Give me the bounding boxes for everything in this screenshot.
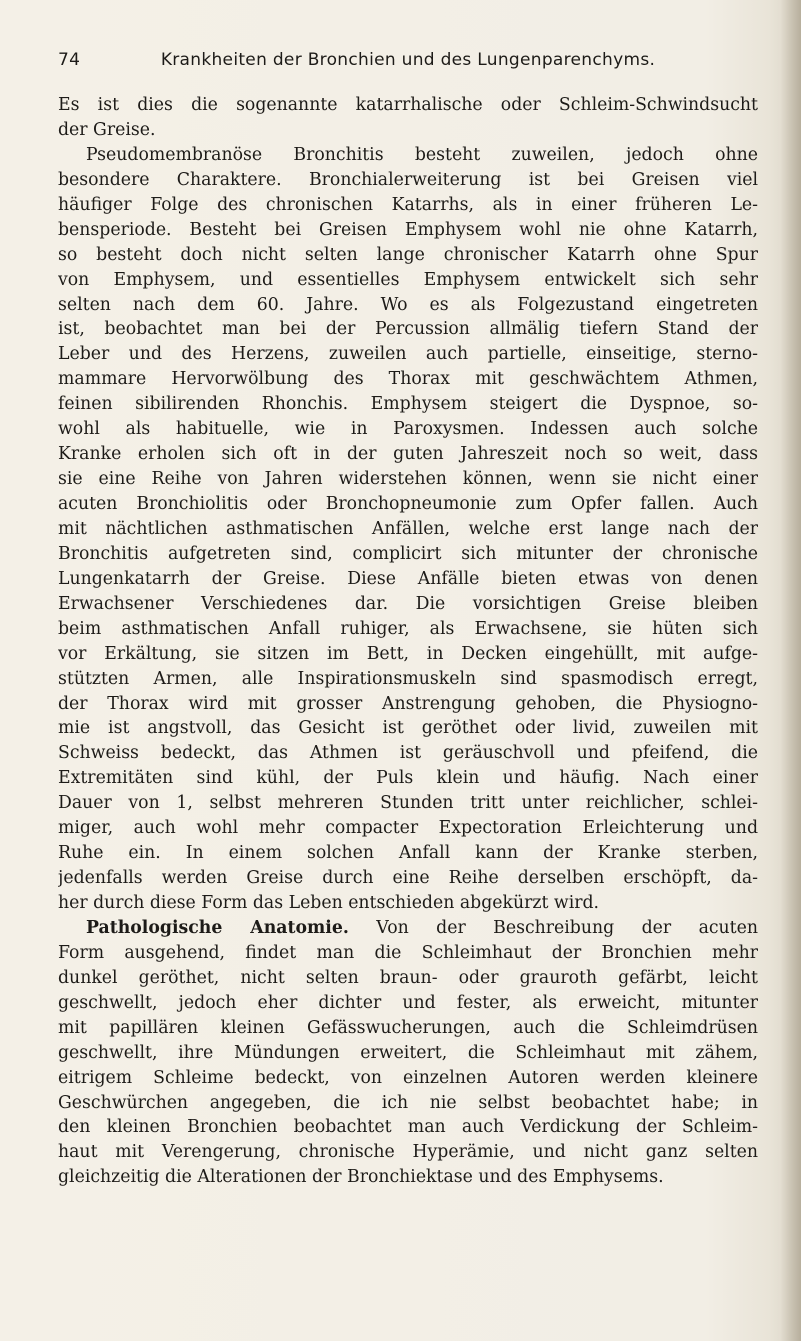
page-header bbox=[58, 50, 758, 80]
text-line: mit papillären kleinen Gefässwucherungen, auch die Schleimdrüsen bbox=[58, 1017, 758, 1038]
text-line: geschwellt, ihre Mündungen erweitert, die Schleimhaut mit zähem, bbox=[58, 1042, 758, 1063]
text-line: stützten Armen, alle Inspirationsmuskeln sind spasmodisch erregt, bbox=[58, 668, 758, 689]
text-line: Form ausgehend, findet man die Schleimhaut der Bronchien mehr bbox=[58, 942, 758, 963]
text-line: Pseudomembranöse Bronchitis besteht zuweilen, jedoch ohne bbox=[86, 144, 758, 165]
text-line: Ruhe ein. In einem solchen Anfall kann der Kranke sterben, bbox=[58, 843, 758, 864]
text-line: bensperiode. Besteht bei Greisen Emphysem wohl nie ohne Katarrh, bbox=[58, 219, 758, 240]
text-line: besondere Charaktere. Bronchialerweiterung ist bei Greisen viel bbox=[58, 169, 758, 190]
text-line: selten nach dem 60. Jahre. Wo es als Folgezustand eingetreten bbox=[58, 294, 758, 315]
text-line: Extremitäten sind kühl, der Puls klein und häufig. Nach einer bbox=[58, 768, 758, 789]
text-line: ist, beobachtet man bei der Percussion allmälig tiefern Stand der bbox=[58, 319, 758, 340]
text-line: acuten Bronchiolitis oder Bronchopneumonie zum Opfer fallen. Auch bbox=[58, 494, 758, 514]
text-line: geschwellt, jedoch eher dichter und fester, als erweicht, mitunter bbox=[58, 992, 758, 1013]
text-line bbox=[58, 916, 758, 941]
text-line: vor Erkältung, sie sitzen im Bett, in Decken eingehüllt, mit aufge- bbox=[58, 643, 758, 664]
text-line: haut mit Verengerung, chronische Hyperämie, und nicht ganz selten bbox=[58, 1142, 758, 1163]
text-line: so besteht doch nicht selten lange chronischer Katarrh ohne Spur bbox=[58, 244, 758, 265]
page-edge-shadow bbox=[781, 0, 801, 1341]
text-line: der Thorax wird mit grosser Anstrengung gehoben, die Physiogno- bbox=[58, 693, 758, 714]
text-line: sie eine Reihe von Jahren widerstehen können, wenn sie nicht einer bbox=[58, 469, 758, 490]
text-line: miger, auch wohl mehr compacter Expectoration Erleichterung und bbox=[58, 818, 758, 839]
text-line: feinen sibilirenden Rhonchis. Emphysem steigert die Dyspnoe, so- bbox=[58, 394, 758, 415]
text-line: beim asthmatischen Anfall ruhiger, als Erwachsene, sie hüten sich bbox=[58, 618, 758, 639]
text-line: mit nächtlichen asthmatischen Anfällen, welche erst lange nach der bbox=[58, 518, 758, 539]
text-line: Dauer von 1, selbst mehreren Stunden tritt unter reichlicher, schlei- bbox=[58, 793, 758, 814]
text-line: mie ist angstvoll, das Gesicht ist geröthet oder livid, zuweilen mit bbox=[58, 718, 758, 739]
text-line: Lungenkatarrh der Greise. Diese Anfälle bieten etwas von denen bbox=[58, 568, 758, 589]
text-line: den kleinen Bronchien beobachtet man auch Verdickung der Schleim- bbox=[58, 1117, 758, 1138]
text-line: von Emphysem, und essentielles Emphysem entwickelt sich sehr bbox=[58, 269, 758, 290]
section-heading: Pathologische Anatomie. bbox=[86, 917, 349, 938]
page-number: 74 bbox=[58, 50, 81, 70]
text-line: Geschwürchen angegeben, die ich nie selbst beobachtet habe; in bbox=[58, 1092, 758, 1113]
text-line: eitrigem Schleime bedeckt, von einzelnen Autoren werden kleinere bbox=[58, 1067, 758, 1088]
text-line: Es ist dies die sogenannte katarrhalische oder Schleim-Schwindsucht bbox=[58, 95, 758, 115]
running-title: Krankheiten der Bronchien und des Lungenparenchyms. bbox=[160, 50, 656, 70]
text-line: her durch diese Form das Leben entschieden abgekürzt wird. bbox=[58, 893, 600, 913]
text-line: Kranke erholen sich oft in der guten Jahreszeit noch so weit, dass bbox=[58, 444, 758, 465]
text-line: Leber und des Herzens, zuweilen auch partielle, einseitige, sterno- bbox=[58, 344, 758, 365]
text-line: mammare Hervorwölbung des Thorax mit geschwächtem Athmen, bbox=[58, 369, 758, 390]
text-line: Erwachsener Verschiedenes dar. Die vorsichtigen Greise bleiben bbox=[58, 593, 758, 614]
body-text bbox=[58, 93, 758, 1190]
text-line: Bronchitis aufgetreten sind, complicirt sich mitunter der chronische bbox=[58, 543, 758, 564]
line-text: Von der Beschreibung der acuten bbox=[348, 917, 758, 938]
text-line: der Greise. bbox=[58, 119, 156, 140]
text-line: Schweiss bedeckt, das Athmen ist geräuschvoll und pfeifend, die bbox=[58, 743, 758, 764]
text-line: wohl als habituelle, wie in Paroxysmen. Indessen auch solche bbox=[58, 419, 758, 440]
text-line: dunkel geröthet, nicht selten braun- oder grauroth gefärbt, leicht bbox=[58, 967, 758, 988]
text-line: häufiger Folge des chronischen Katarrhs, als in einer früheren Le- bbox=[58, 194, 758, 215]
text-line: jedenfalls werden Greise durch eine Reihe derselben erschöpft, da- bbox=[58, 868, 758, 889]
text-line: gleichzeitig die Alterationen der Bronchiektase und des Emphysems. bbox=[58, 1167, 664, 1188]
